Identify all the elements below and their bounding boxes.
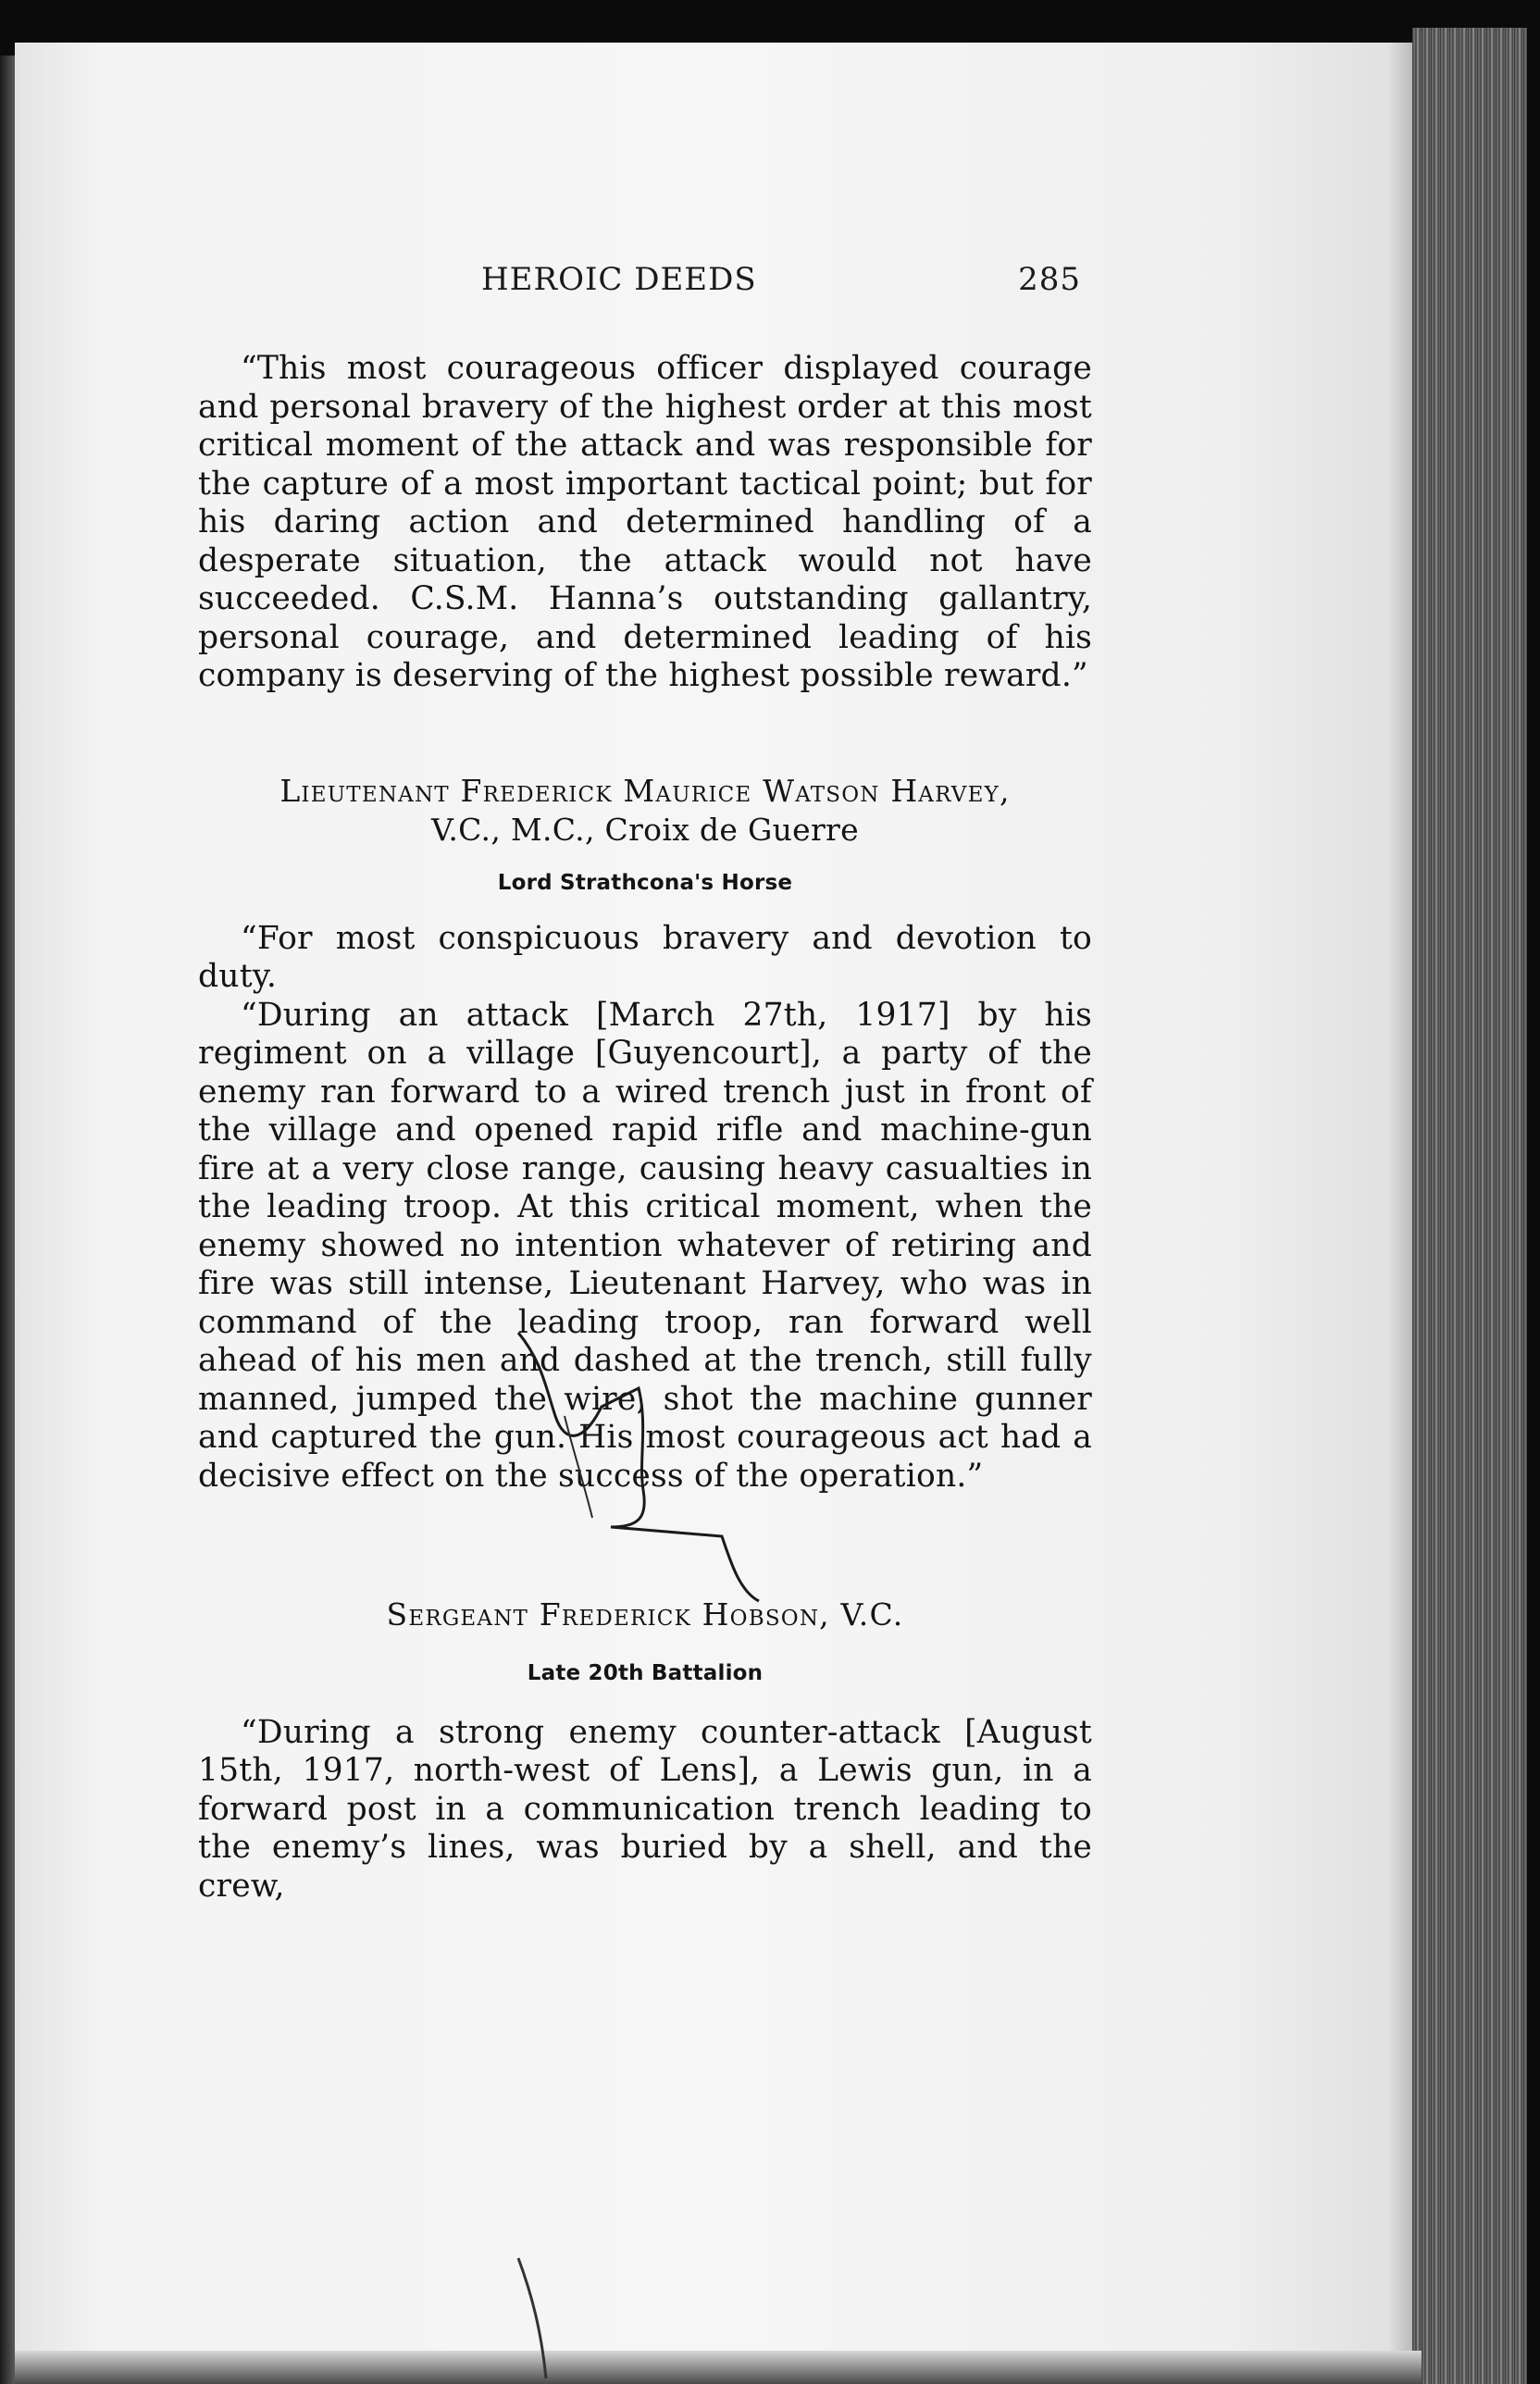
paragraph: “This most courageous officer displayed courage and personal bravery of the highest order at this most critical moment of the attack and was responsible for the capture of a most important tactical point; but for his daring action and determined handling of a desperate situation, the attack would not have succeeded. C.S.M. Hanna’s outstanding gallantry, personal courage, and determined leading of his company is deserving of the highest possible reward.”	[198, 350, 1092, 694]
paragraph: “For most conspicuous bravery and devotion to duty.	[198, 919, 1092, 995]
paragraph: “During an attack [March 27th, 1917] by his regiment on a village [Guyencourt], a party of the enemy ran forward to a wired trench just in front of the village and opened rapid rifle and machine-gun fire at a very close range, causing heavy casualties in the leading troop. At this critical moment, when the enemy showed no intention whatever of retiring and fire was still intense, Lieutenant Harvey, who was in command of the leading troop, ran forward well ahead of his men and dashed at the trench, still fully manned, jumped the wire, shot the machine gunner and captured the gun. His most courageous act had a decisive effect on the success of the operation.”	[198, 996, 1092, 1495]
running-title: HEROIC DEEDS	[481, 261, 757, 298]
unit-label: Late 20th Battalion	[527, 1661, 764, 1685]
section-heading: Lieutenant Frederick Maurice Watson Harvey,	[279, 773, 1011, 809]
page-number: 285	[1018, 261, 1081, 298]
citation-hobson	[198, 1596, 1092, 1906]
paragraph: “During a strong enemy counter-attack [August 15th, 1917, north-west of Lens], a Lewis gun, in a forward post in a communication trench leading to the enemy’s lines, was buried by a shell, and the crew,	[198, 1713, 1092, 1905]
book-spine-edge	[1412, 28, 1527, 2384]
book-left-edge	[0, 56, 15, 2384]
section-heading: Sergeant Frederick Hobson, V.C.	[386, 1596, 904, 1633]
section-honours: V.C., M.C., Croix de Guerre	[431, 812, 859, 848]
citation-harvey	[198, 772, 1092, 1496]
unit-label: Lord Strathcona's Horse	[497, 871, 793, 895]
citation-hanna	[198, 350, 1092, 696]
book-bottom-edge	[15, 2351, 1422, 2384]
